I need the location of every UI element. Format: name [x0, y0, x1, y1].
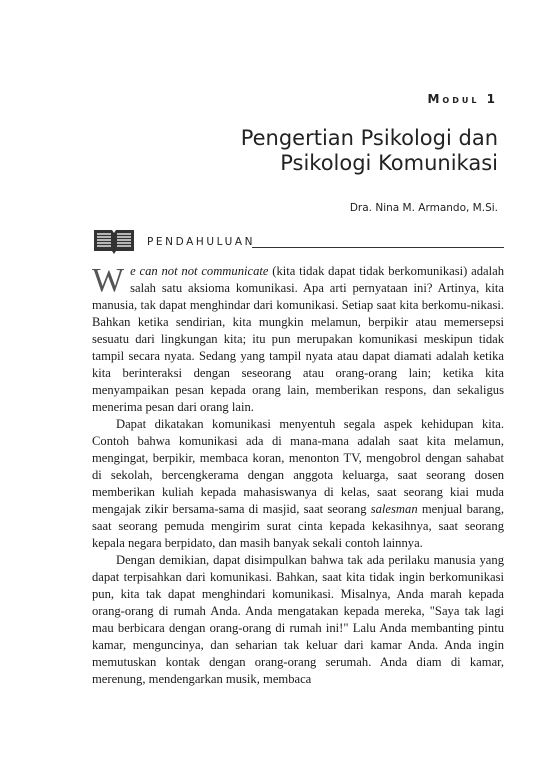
title-line-2: Psikologi Komunikasi	[280, 151, 498, 175]
paragraph-1	[92, 263, 504, 416]
title-line-1: Pengertian Psikologi dan	[240, 126, 498, 150]
paragraph-3: Dengan demikian, dapat disimpulkan bahwa tak ada perilaku manusia yang dapat terpisahkan dari komunikasi. Bahkan, saat kita tidak ingin berkomunikasi pun, kita tak dapat menghindari komunikasi. Misalnya, Anda marah kepada orang-orang di rumah Anda. Anda mengatakan kepada mereka, "Saya tak lagi mau berbicara dengan orang-orang di rumah ini!" Lalu Anda membanting pintu kamar, menguncinya, dan seharian tak keluar dari kamar Anda. Anda ingin memutuskan kontak dengan orang-orang serumah. Anda diam di kamar, merenung, mendengarkan musik, membaca	[92, 553, 504, 686]
paragraph-2-text-a: Dapat dikatakan komunikasi menyentuh segala aspek kehidupan kita. Contoh bahwa komunikasi ada di mana-mana adalah saat kita melamun, mengingat, berpikir, membaca koran, menonton TV, mengobrol dengan sahabat di sekolah, bercengkerama dengan anggota keluarga, saat seorang dosen memberikan kuliah kepada mahasiswanya di kelas, saat seorang kiai muda mengajak zikir bersama-sama di masjid, saat seorang	[92, 417, 504, 516]
paragraph-1-text: (kita tidak dapat tidak berkomunikasi) adalah salah satu aksioma komunikasi. Apa arti pernyataan ini? Artinya, kita manusia, tak dapat menghindar dari komunikasi. Setiap saat kita berkomu-nikasi. Bahkan ketika sendirian, kita mungkin melamun, berpikir atau memersepsi sesuatu dari lingkungan kita; itu pun merupakan komunikasi meskipun tidak tampil secara nyata. Sedang yang tampil nyata atau dapat diamati adalah ketika kita berinteraksi dengan seseorang atau orang-orang lain; ketika kita menyampaikan pesan kepada orang lain, memberikan respons, dan sekaligus menerima pesan dari orang lain.	[92, 264, 504, 414]
section-header	[92, 227, 504, 255]
paragraph-2-text-b: menjual barang, saat seorang pemuda mengirim surat cinta kepada kekasihnya, saat seorang kepala negara berpidato, dan masih banyak sekali contoh lainnya.	[92, 502, 505, 550]
body-text	[92, 263, 504, 688]
section-rule	[252, 247, 504, 248]
italic-salesman: salesman	[370, 502, 418, 516]
book-icon	[92, 227, 136, 255]
module-label: Modul 1	[427, 92, 498, 106]
section-label: PENDAHULUAN	[147, 236, 256, 248]
italic-phrase: e can not not communicate	[130, 264, 269, 278]
author-name: Dra. Nina M. Armando, M.Si.	[349, 202, 498, 214]
drop-cap: W	[92, 262, 125, 299]
page-title	[241, 126, 498, 176]
paragraph-2	[92, 416, 504, 552]
